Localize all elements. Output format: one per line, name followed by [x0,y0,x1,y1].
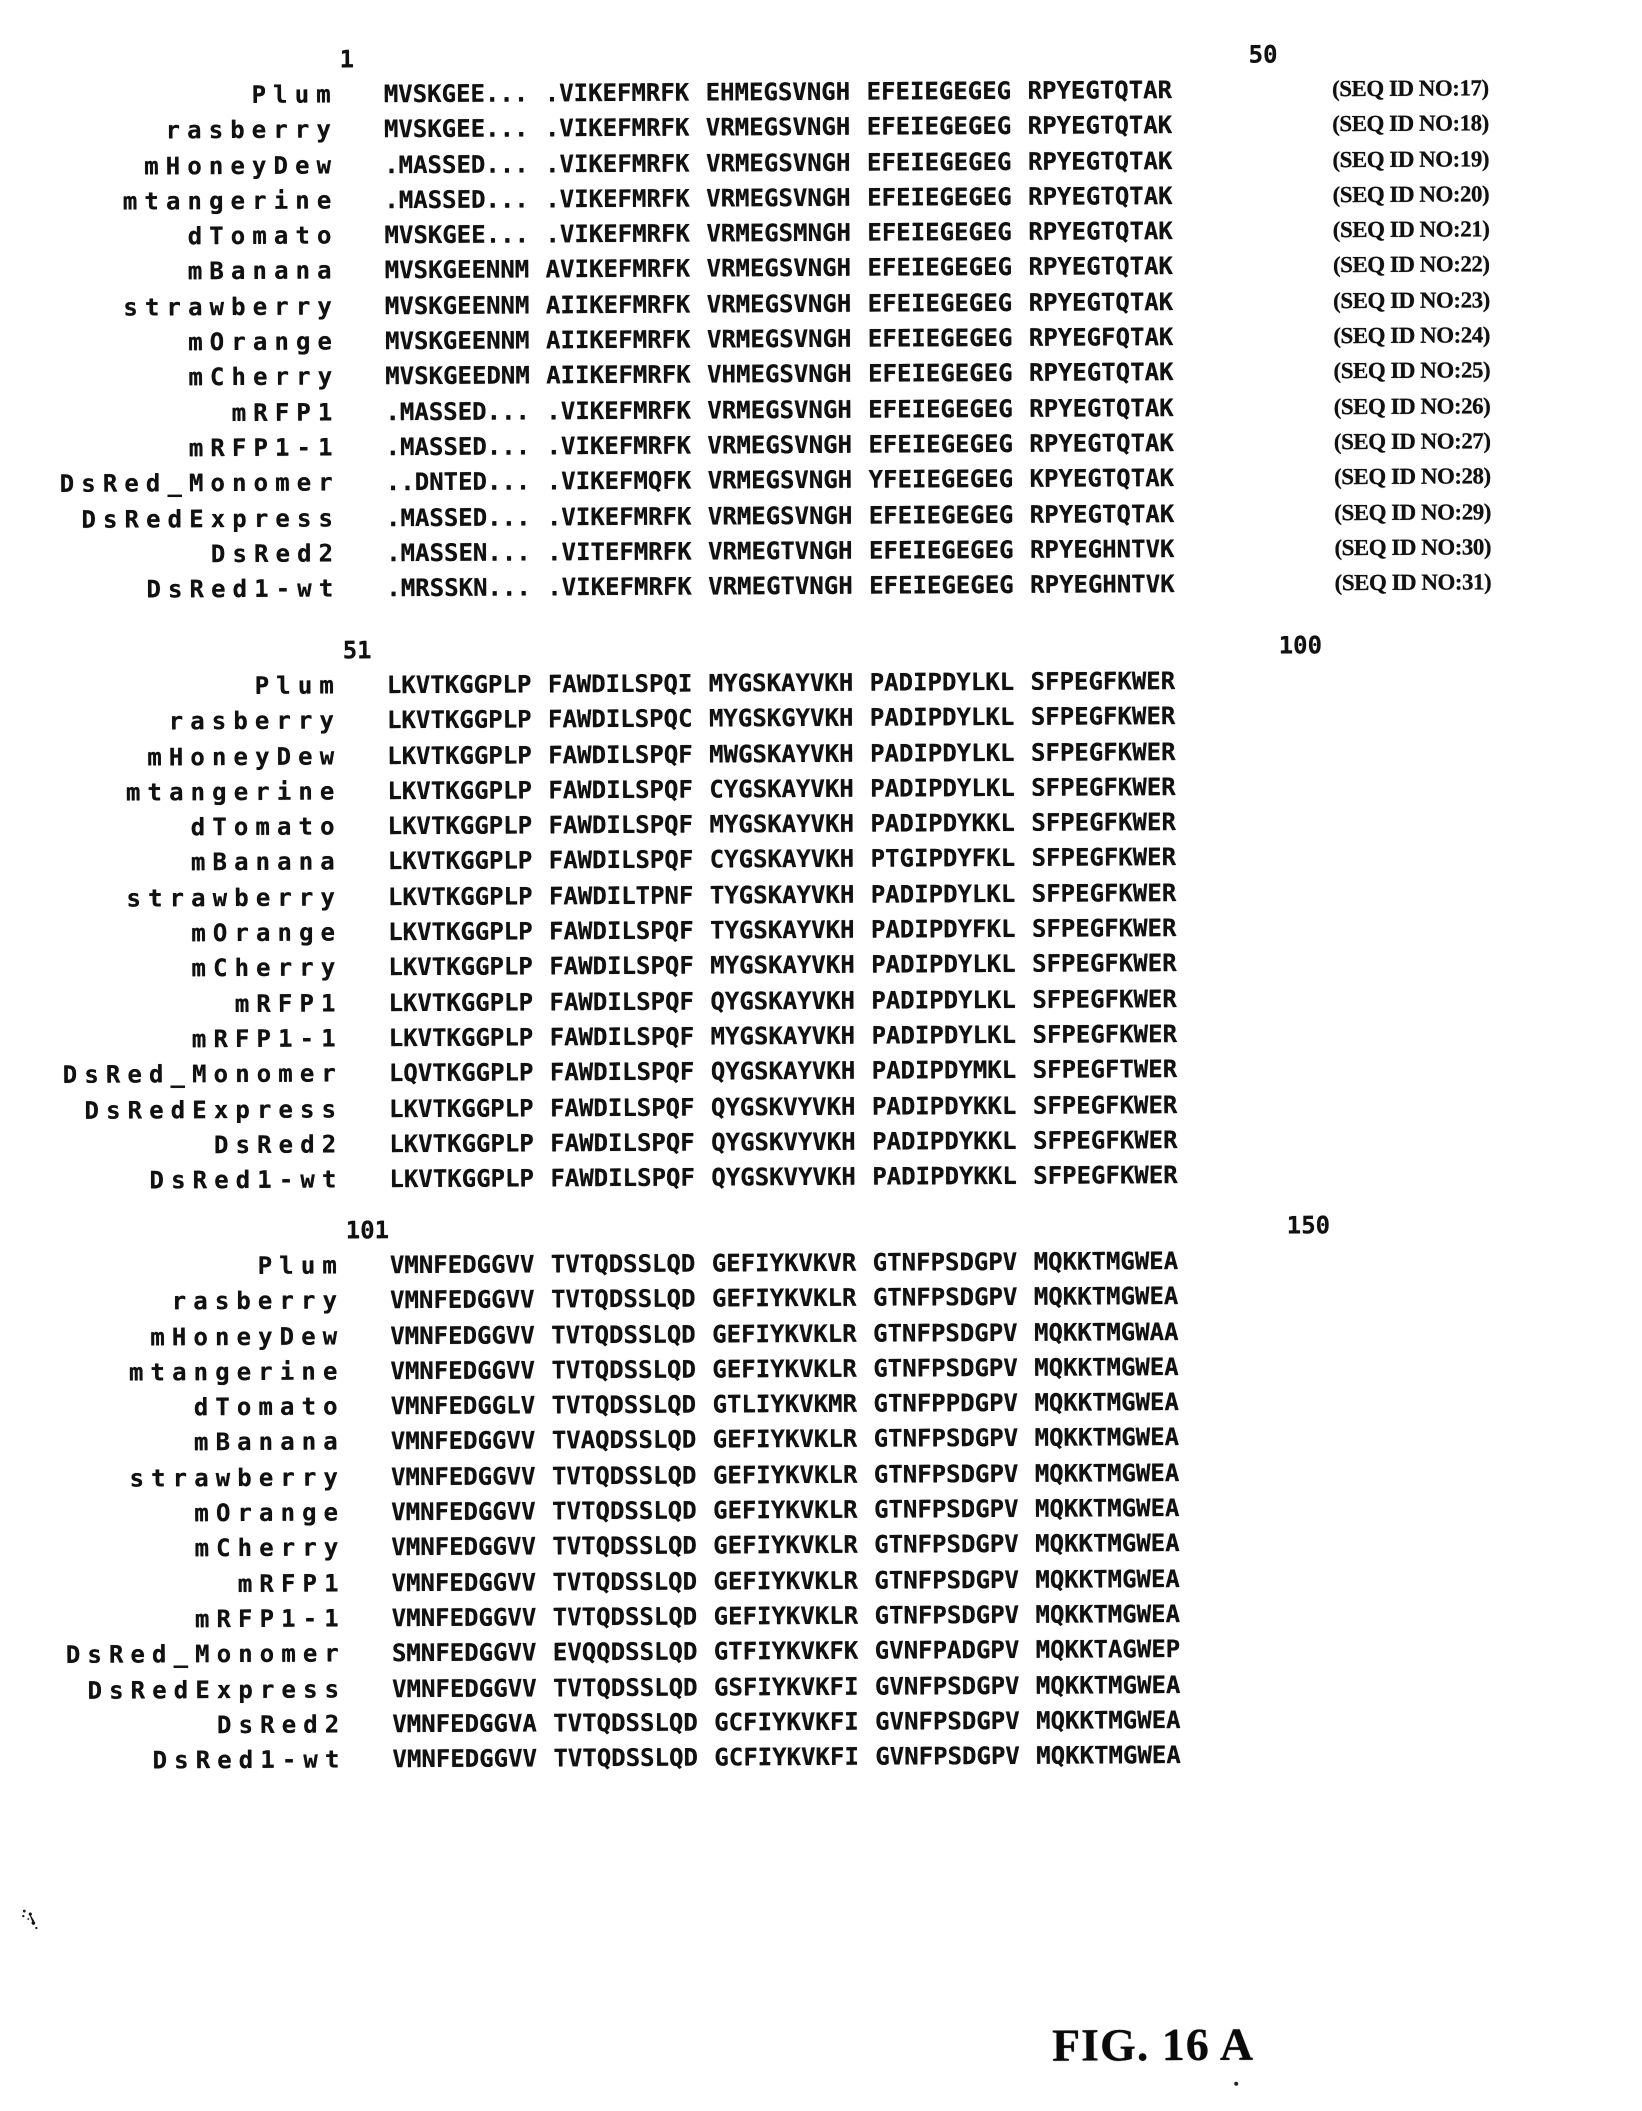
sequence-residues: LKVTKGGPLP FAWDILSPQF QYGSKVYVKH PADIPDYKKL SFPEGFKWER [389,1161,1178,1194]
sequence-name: mRFP1-1 [188,433,340,463]
sequence-residues: VMNFEDGGVV TVTQDSSLQD GCFIYKVKFI GVNFPSDGPV MQKKTMGWEA [392,1741,1181,1774]
sequence-name: DsRed_Monomer [62,1059,343,1090]
seq-id-label: (SEQ ID NO:21) [1332,216,1490,243]
sequence-residues: VMNFEDGGVV TVTQDSSLQD GEFIYKVKLR GTNFPSDGPV MQKKTMGWEA [390,1352,1179,1386]
sequence-name: DsRed2 [210,539,341,568]
sequence-residues: VMNFEDGGVV TVTQDSSLQD GEFIYKVKVR GTNFPSDGPV MQKKTMGWEA [389,1247,1179,1280]
alignment-block-101-150 [2,1209,1642,1781]
sequence-residues: VMNFEDGGVV TVAQDSSLQD GEFIYKVKLR GTNFPSDGPV MQKKTMGWEA [390,1423,1180,1456]
sequence-name: Plum [251,80,338,109]
alignment-row [1,1157,1642,1201]
sequence-name: strawberry [129,1463,346,1493]
sequence-residues: ..DNTED... .VIKEFMQFK VRMEGSVNGH YFEIEGEGEG KPYEGTQTAK [385,464,1175,497]
sequence-name: DsRed_Monomer [59,468,340,499]
sequence-residues: .MASSEN... .VITEFMRFK VRMEGTVNGH EFEIEGEGEG RPYEGHNTVK [386,534,1175,568]
sequence-name: strawberry [123,292,339,322]
sequence-name: rasberry [165,115,339,145]
seq-id-label: (SEQ ID NO:17) [1331,75,1489,102]
seq-id-label: (SEQ ID NO:30) [1334,534,1492,561]
sequence-residues: SMNFEDGGVV EVQQDSSLQD GTFIYKVKFK GVNFPADGPV MQKKTAGWEP [391,1635,1181,1668]
sequence-name: mHoneyDew [150,1321,345,1352]
sequence-residues: LKVTKGGPLP FAWDILSPQF CYGSKAYVKH PADIPDYLKL SFPEGFKWER [387,772,1176,806]
sequence-name: mRFP1 [234,989,343,1018]
sequence-residues: LKVTKGGPLP FAWDILSPQF MWGSKAYVKH PADIPDYLKL SFPEGFKWER [387,737,1176,770]
position-label-end: 100 [1278,631,1323,660]
sequence-residues: VMNFEDGGVV TVTQDSSLQD GEFIYKVKLR GTNFPSDGPV MQKKTMGWAA [390,1317,1179,1350]
seq-id-label: (SEQ ID NO:25) [1333,357,1491,384]
alignment-rows [0,72,1640,610]
sequence-residues: VMNFEDGGVV TVTQDSSLQD GEFIYKVKLR GTNFPSDGPV MQKKTMGWEA [391,1599,1181,1633]
sequence-residues: LKVTKGGPLP FAWDILSPQF QYGSKAYVKH PADIPDYLKL SFPEGFKWER [388,984,1177,1017]
sequence-residues: LKVTKGGPLP FAWDILSPQF TYGSKAYVKH PADIPDYFKL SFPEGFKWER [388,914,1177,947]
sequence-name: Plum [257,1251,344,1280]
sequence-residues: MVSKGEE... .VIKEFMRFK VRMEGSVNGH EFEIEGEGEG RPYEGTQTAK [383,111,1173,144]
sequence-name: mtangerine [125,777,342,807]
seq-id-label: (SEQ ID NO:26) [1333,393,1491,419]
sequence-residues: .MASSED... .VIKEFMRFK VRMEGSVNGH EFEIEGEGEG RPYEGTQTAK [384,181,1173,215]
sequence-name: mRFP1 [231,398,340,427]
sequence-name: mHoneyDew [147,742,342,772]
seq-id-label: (SEQ ID NO:28) [1333,463,1491,490]
sequence-name: DsRed1-wt [152,1745,347,1775]
sequence-residues: VMNFEDGGVV TVTQDSSLQD GEFIYKVKLR GTNFPSDGPV MQKKTMGWEA [391,1564,1180,1597]
sequence-residues: VMNFEDGGVV TVTQDSSLQD GEFIYKVKLR GTNFPSDGPV MQKKTMGWEA [390,1282,1179,1315]
seq-id-label: (SEQ ID NO:18) [1332,110,1489,137]
sequence-residues: VMNFEDGGLV TVTQDSSLQD GTLIYKVKMR GTNFPPDGPV MQKKTMGWEA [390,1388,1179,1421]
position-label-start: 51 [342,636,372,665]
sequence-name: DsRed2 [216,1710,347,1739]
sequence-name: DsRedExpress [87,1674,347,1705]
position-label-end: 150 [1286,1211,1331,1240]
alignment-rows [0,663,1642,1201]
sequence-name: rasberry [168,706,342,736]
sequence-residues: LKVTKGGPLP FAWDILSPQF MYGSKAYVKH PADIPDYLKL SFPEGFKWER [388,1020,1178,1053]
sequence-residues: .MASSED... .VIKEFMRFK VRMEGSVNGH EFEIEGEGEG RPYEGTQTAK [385,499,1175,532]
sequence-name: strawberry [126,883,343,913]
sequence-name: mRFP1 [237,1569,346,1598]
sequence-name: mBanana [187,256,339,286]
sequence-residues: LKVTKGGPLP FAWDILSPQI MYGSKAYVKH PADIPDYLKL SFPEGFKWER [386,667,1176,700]
sequence-residues: LKVTKGGPLP FAWDILSPQF MYGSKAYVKH PADIPDYKKL SFPEGFKWER [387,808,1176,841]
seq-id-label: (SEQ ID NO:19) [1332,145,1490,172]
sequence-name: dTomato [187,221,339,251]
sequence-residues: LKVTKGGPLP FAWDILSPQF CYGSKAYVKH PTGIPDYFKL SFPEGFKWER [387,843,1177,876]
sequence-residues: MVSKGEE... .VIKEFMRFK EHMEGSVNGH EFEIEGEGEG RPYEGTQTAR [383,76,1173,109]
alignment-block-1-50 [0,38,1640,610]
sequence-name: rasberry [171,1286,345,1316]
sequence-name: mOrange [188,327,340,357]
sequence-residues: LKVTKGGPLP FAWDILSPQC MYGSKGYVKH PADIPDYLKL SFPEGFKWER [386,702,1176,735]
sequence-name: dTomato [193,1392,345,1422]
position-label-start: 101 [345,1216,390,1245]
alignment-row [4,1737,1642,1781]
sequence-name: mtangerine [122,186,339,216]
seq-id-label: (SEQ ID NO:23) [1333,287,1490,313]
sequence-residues: LKVTKGGPLP FAWDILSPQF QYGSKVYVKH PADIPDYKKL SFPEGFKWER [389,1125,1178,1159]
alignment-rows [2,1243,1642,1781]
sequence-residues: LQVTKGGPLP FAWDILSPQF QYGSKAYVKH PADIPDYMKL SFPEGFTWER [388,1055,1178,1088]
sequence-residues: LKVTKGGPLP FAWDILSPQF MYGSKAYVKH PADIPDYLKL SFPEGFKWER [388,949,1177,982]
alignment-row [0,566,1640,610]
sequence-name: mRFP1-1 [194,1604,346,1634]
ink-dot-artifact [1234,2082,1238,2086]
sequence-name: DsRedExpress [84,1094,344,1125]
position-label-end: 50 [1248,40,1278,69]
seq-id-label: (SEQ ID NO:22) [1332,251,1490,278]
figure-caption: FIG. 16 A [1051,2018,1255,2071]
sequence-residues: VMNFEDGGVA TVTQDSSLQD GCFIYKVKFI GVNFPSDGPV MQKKTMGWEA [392,1705,1181,1739]
sequence-residues: VMNFEDGGVV TVTQDSSLQD GEFIYKVKLR GTNFPSDGPV MQKKTMGWEA [391,1529,1180,1562]
seq-id-label: (SEQ ID NO:24) [1333,322,1490,349]
sequence-residues: .MASSED... .VIKEFMRFK VRMEGSVNGH EFEIEGEGEG RPYEGTQTAK [385,429,1174,462]
sequence-name: mOrange [194,1498,346,1528]
sequence-name: mHoneyDew [144,151,339,181]
sequence-residues: LKVTKGGPLP FAWDILSPQF QYGSKVYVKH PADIPDYKKL SFPEGFKWER [389,1090,1178,1123]
sequence-residues: MVSKGEE... .VIKEFMRFK VRMEGSMNGH EFEIEGEGEG RPYEGTQTAK [384,217,1173,250]
sequence-name: mCherry [188,362,340,392]
sequence-name: mRFP1-1 [191,1024,343,1054]
position-label-start: 1 [339,45,355,74]
sequence-name: DsRedExpress [81,503,341,534]
seq-id-label: (SEQ ID NO:27) [1333,428,1491,455]
sequence-name: mCherry [194,1533,346,1563]
ink-smudge-artifact [19,1907,45,1935]
sequence-residues: LKVTKGGPLP FAWDILTPNF TYGSKAYVKH PADIPDYLKL SFPEGFKWER [387,878,1177,911]
sequence-name: mBanana [190,847,342,877]
sequence-residues: MVSKGEENNM AIIKEFMRFK VRMEGSVNGH EFEIEGEGEG RPYEGTQTAK [384,287,1174,320]
sequence-residues: MVSKGEENNM AVIKEFMRFK VRMEGSVNGH EFEIEGEGEG RPYEGTQTAK [384,252,1174,285]
sequence-name: Plum [254,671,341,700]
sequence-name: DsRed1-wt [149,1165,344,1195]
sequence-name: mtangerine [128,1357,345,1387]
sequence-name: DsRed2 [213,1130,344,1159]
sequence-name: DsRed_Monomer [65,1639,347,1670]
seq-id-label: (SEQ ID NO:20) [1332,181,1490,208]
sequence-residues: VMNFEDGGVV TVTQDSSLQD GEFIYKVKLR GTNFPSDGPV MQKKTMGWEA [391,1494,1180,1527]
sequence-residues: .MRSSKN... .VIKEFMRFK VRMEGTVNGH EFEIEGEGEG RPYEGHNTVK [386,570,1175,603]
sequence-residues: MVSKGEENNM AIIKEFMRFK VRMEGSVNGH EFEIEGEGEG RPYEGFQTAK [385,323,1174,356]
sequence-name: mOrange [191,918,343,948]
sequence-residues: .MASSED... .VIKEFMRFK VRMEGSVNGH EFEIEGEGEG RPYEGTQTAK [384,146,1173,179]
sequence-residues: MVSKGEEDNM AIIKEFMRFK VHMEGSVNGH EFEIEGEGEG RPYEGTQTAK [385,358,1174,391]
sequence-residues: .MASSED... .VIKEFMRFK VRMEGSVNGH EFEIEGEGEG RPYEGTQTAK [385,393,1174,426]
sequence-residues: VMNFEDGGVV TVTQDSSLQD GSFIYKVKFI GVNFPSDGPV MQKKTMGWEA [392,1670,1181,1703]
sequence-name: mBanana [193,1427,345,1457]
sequence-residues: VMNFEDGGVV TVTQDSSLQD GEFIYKVKLR GTNFPSDGPV MQKKTMGWEA [390,1458,1180,1491]
sequence-name: DsRed1-wt [146,574,341,604]
seq-id-label: (SEQ ID NO:31) [1334,569,1492,596]
sequence-name: dTomato [190,812,342,842]
sequence-name: mCherry [191,953,343,983]
alignment-block-51-100 [0,629,1642,1201]
seq-id-label: (SEQ ID NO:29) [1334,498,1491,525]
